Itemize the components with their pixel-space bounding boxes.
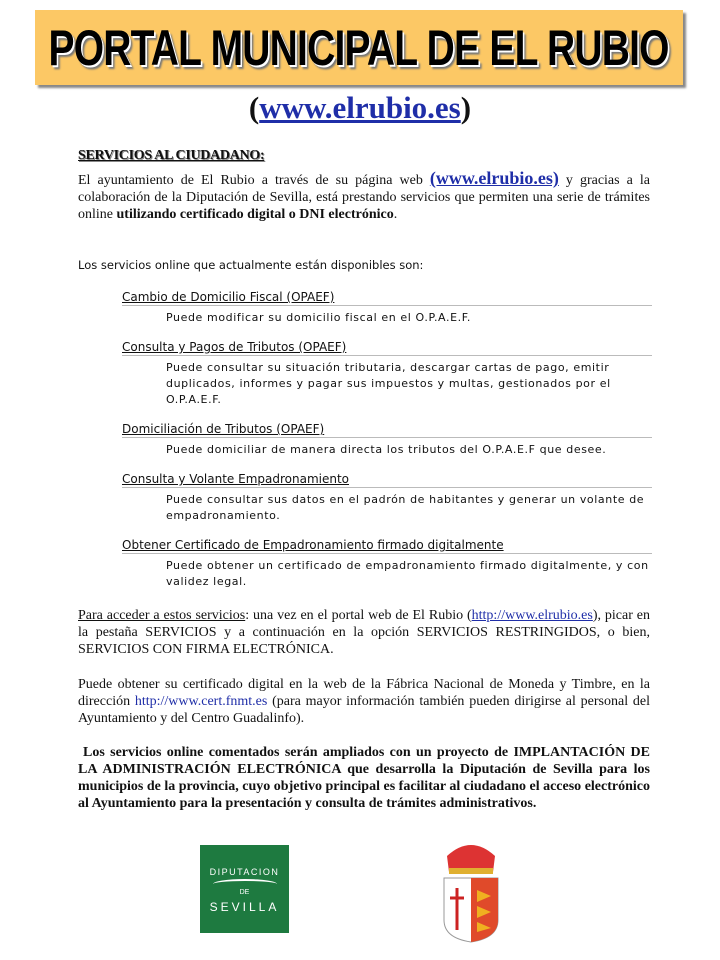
cert-paragraph <box>78 676 650 727</box>
text: ), picar en la pestaña SERVICIOS y a continuación en la opción SERVICIOS RESTRINGIDOS, o bien, SERVICIOS CON FIRMA ELECTRÓNICA. <box>78 608 651 657</box>
service-title: Obtener Certificado de Empadronamiento firmado digitalmente <box>122 538 652 554</box>
bold-text: utilizando certificado digital o DNI electrónico <box>116 207 394 222</box>
intro-link[interactable]: (www.elrubio.es) <box>429 168 559 188</box>
service-desc: Puede modificar su domicilio fiscal en el O.P.A.E.F. <box>166 311 471 324</box>
el-rubio-coat-of-arms <box>441 834 501 944</box>
title-banner <box>35 10 683 85</box>
service-item <box>122 472 652 524</box>
access-paragraph <box>78 607 650 658</box>
service-title: Consulta y Pagos de Tributos (OPAEF) <box>122 340 652 356</box>
site-link[interactable]: www.elrubio.es <box>259 90 461 125</box>
text: Puede obtener su certificado digital en la web de la Fábrica Nacional de Moneda y Timbre, en la dirección <box>78 677 650 709</box>
service-item <box>122 422 652 458</box>
service-desc: Puede obtener un certificado de empadronamiento firmado digitalmente, y con validez legal. <box>166 559 649 588</box>
text: (para mayor información también pueden dirigirse al personal del Ayuntamiento y del Centro Guadalinfo). <box>78 694 650 726</box>
fnmt-link[interactable]: http://www.cert.fnmt.es <box>134 694 268 709</box>
intro-paragraph <box>78 170 650 223</box>
service-desc: Puede consultar su situación tributaria, descargar cartas de pago, emitir duplicados, informes y pagar sus impuestos y multas, gestionados por el O.P.A.E.F. <box>166 361 611 406</box>
crown-icon <box>447 845 495 872</box>
text: y gracias a la colaboración de la Diputación de Sevilla, está prestando servicios que permiten una serie de trámites online <box>78 173 650 222</box>
site-url-line <box>0 90 720 126</box>
paren: ( <box>248 90 260 125</box>
text: . <box>393 207 398 222</box>
section-heading: SERVICIOS AL CIUDADANO: <box>78 148 265 163</box>
service-desc: Puede consultar sus datos en el padrón de habitantes y generar un volante de empadronamiento. <box>166 493 645 522</box>
available-label: Los servicios online que actualmente están disponibles son: <box>78 258 424 272</box>
service-item <box>122 538 652 590</box>
service-desc: Puede domiciliar de manera directa los tributos del O.P.A.E.F que desee. <box>166 443 607 456</box>
service-title: Domiciliación de Tributos (OPAEF) <box>122 422 652 438</box>
service-title: Consulta y Volante Empadronamiento <box>122 472 652 488</box>
logo-text: SEVILLA <box>209 900 280 914</box>
paren: ) <box>460 90 472 125</box>
service-title: Cambio de Domicilio Fiscal (OPAEF) <box>122 290 652 306</box>
service-item <box>122 340 652 408</box>
logo-text: DE <box>239 889 250 896</box>
diputacion-sevilla-logo <box>200 845 289 933</box>
logo-text: DIPUTACION <box>209 867 280 877</box>
closing-paragraph: Los servicios online comentados serán ampliados con un proyecto de IMPLANTACIÓN DE LA ADMINISTRACIÓN ELECTRÓNICA que desarrolla la Diputación de Sevilla para los municipios de la provincia, cuyo objetivo principal es facilitar al ciudadano el acceso electrónico al Ayuntamiento para la presentación y consulta de trámites administrativos. <box>78 745 650 811</box>
service-item <box>122 290 652 326</box>
elrubio-link[interactable]: http://www.elrubio.es <box>471 608 593 623</box>
text: El ayuntamiento de El Rubio a través de su página web <box>78 173 430 188</box>
access-label: Para acceder a estos servicios <box>78 608 246 623</box>
page-title: PORTAL MUNICIPAL DE EL RUBIO <box>48 19 670 76</box>
text: : una vez en el portal web de El Rubio ( <box>245 608 472 623</box>
